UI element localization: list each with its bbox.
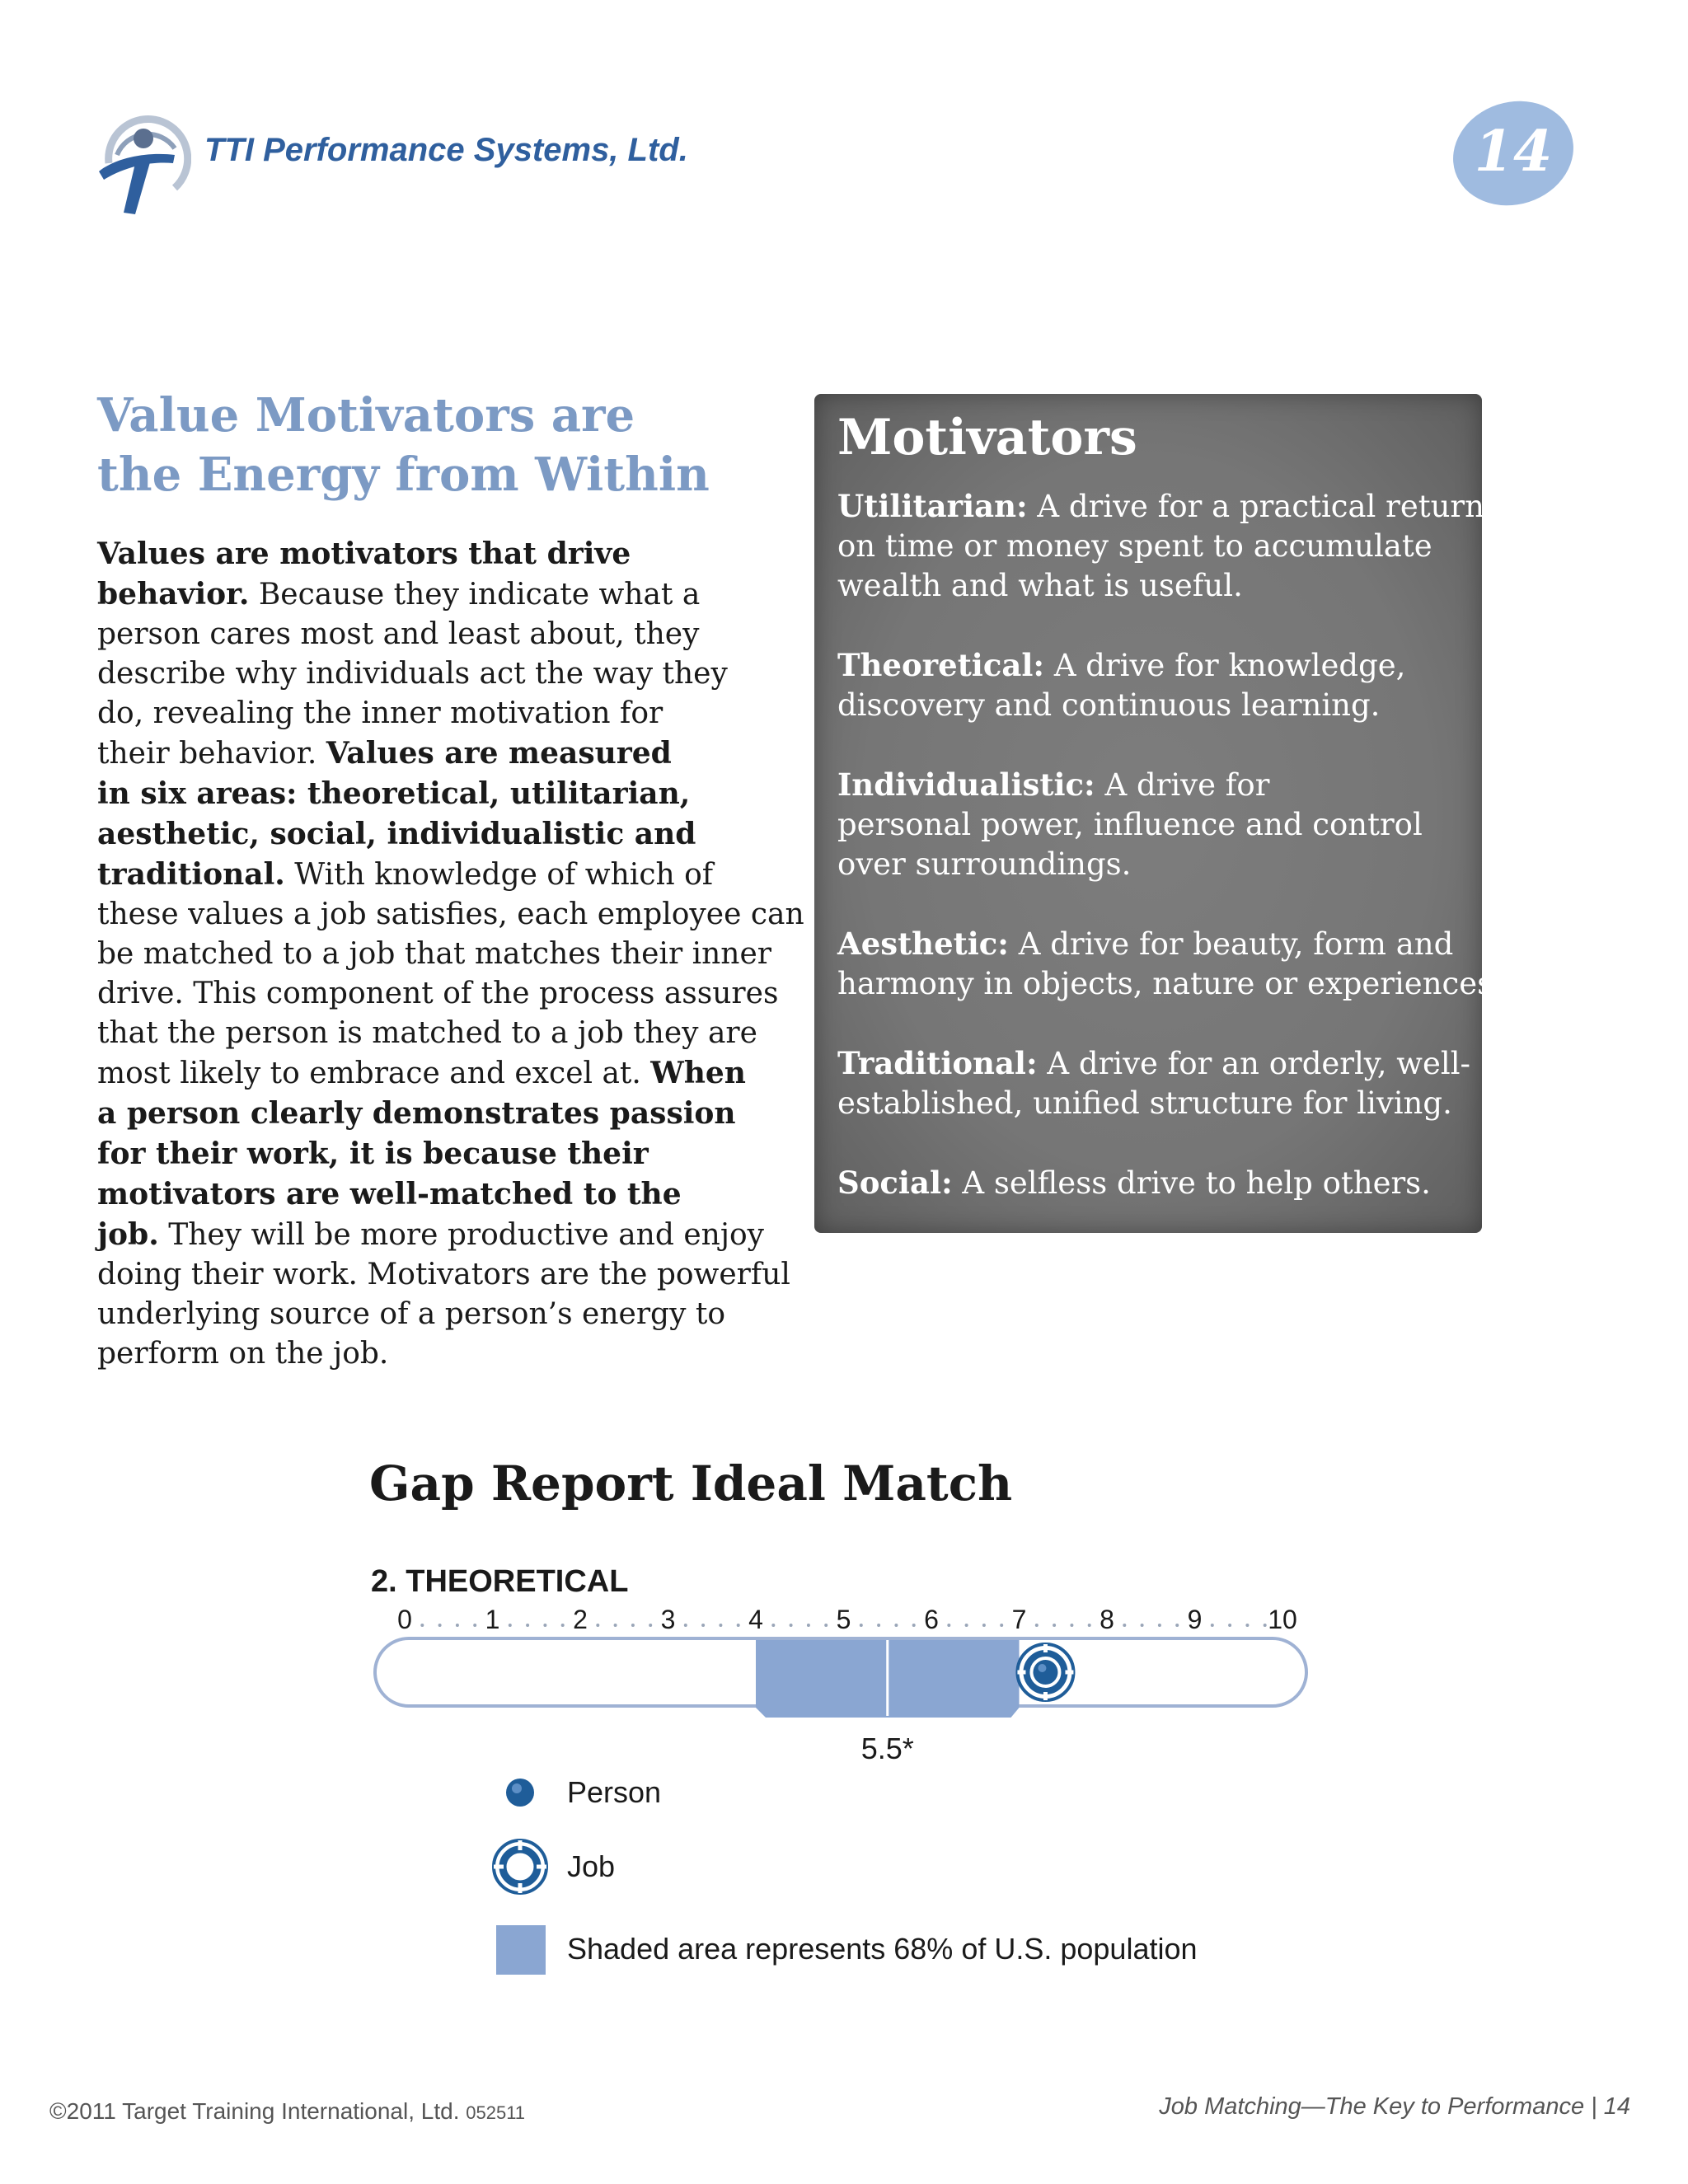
body-bold-text: aesthetic, social, individualistic and bbox=[97, 817, 696, 851]
tick-dot bbox=[701, 1624, 705, 1627]
body-line bbox=[97, 654, 814, 694]
motivators-panel bbox=[814, 394, 1503, 1233]
tick-dot bbox=[473, 1624, 476, 1627]
motivator-line bbox=[837, 686, 1464, 725]
motivator-line bbox=[837, 486, 1484, 527]
body-text: these values a job satisfies, each employee can bbox=[97, 898, 804, 931]
body-text: Because they indicate what a bbox=[249, 578, 701, 612]
body-line bbox=[97, 855, 814, 895]
motivator-description: A drive for an orderly, well- bbox=[1037, 1046, 1471, 1081]
motivator-term: Individualistic: bbox=[837, 766, 1095, 803]
tick-label: 1 bbox=[485, 1605, 500, 1634]
person-marker bbox=[1033, 1660, 1057, 1685]
tick-dot bbox=[894, 1624, 898, 1627]
body-bold-text: motivators are well-matched to the bbox=[97, 1177, 682, 1212]
body-line bbox=[97, 1134, 814, 1174]
motivator-description: discovery and continuous learning. bbox=[837, 687, 1381, 723]
body-bold-text: a person clearly demonstrates passion bbox=[97, 1096, 736, 1131]
motivator-description: A drive for beauty, form and bbox=[1008, 926, 1454, 962]
body-line bbox=[97, 814, 814, 855]
tick-dot bbox=[877, 1624, 880, 1627]
motivator-description: established, unified structure for living. bbox=[837, 1085, 1452, 1121]
tick-dot bbox=[631, 1624, 635, 1627]
body-text: be matched to a job that matches their inner bbox=[97, 937, 771, 971]
theoretical-scale-chart bbox=[363, 1599, 1319, 1788]
tick-dot bbox=[614, 1624, 617, 1627]
tick-label: 2 bbox=[573, 1605, 588, 1634]
body-text: their behavior. bbox=[97, 737, 326, 771]
page-number-badge bbox=[1449, 96, 1578, 211]
tick-dot bbox=[947, 1624, 950, 1627]
page-number: 14 bbox=[1474, 119, 1553, 185]
motivator-line bbox=[837, 1084, 1464, 1123]
tick-dot bbox=[684, 1624, 687, 1627]
motivator-line bbox=[837, 964, 1503, 1004]
company-name: TTI Performance Systems, Ltd. bbox=[204, 132, 688, 168]
body-text: underlying source of a person’s energy to bbox=[97, 1297, 725, 1331]
tick-dot bbox=[965, 1624, 968, 1627]
motivator-line bbox=[837, 566, 1464, 606]
section-title-line: the Energy from Within bbox=[97, 448, 710, 502]
article-body bbox=[97, 534, 814, 1374]
motivator-item bbox=[837, 765, 1464, 884]
motivator-description: harmony in objects, nature or experiences. bbox=[837, 966, 1503, 1001]
motivator-term: Traditional: bbox=[837, 1045, 1038, 1081]
tick-dot bbox=[1264, 1624, 1267, 1627]
footer-title: Job Matching—The Key to Performance | 14 bbox=[1159, 2093, 1630, 2120]
body-line bbox=[97, 1255, 814, 1295]
motivator-item bbox=[837, 1043, 1471, 1123]
tick-dot bbox=[1000, 1624, 1003, 1627]
copyright-text: ©2011 Target Training International, Ltd. bbox=[49, 2098, 460, 2124]
tick-dot bbox=[771, 1624, 775, 1627]
tick-dot bbox=[737, 1624, 740, 1627]
shade-swatch bbox=[496, 1925, 546, 1975]
motivator-item bbox=[837, 645, 1464, 725]
body-bold-text: Values are measured bbox=[326, 736, 672, 771]
gap-report-title: Gap Report Ideal Match bbox=[369, 1455, 1013, 1511]
body-line bbox=[97, 974, 814, 1014]
body-text: person cares most and least about, they bbox=[97, 617, 700, 651]
motivator-line bbox=[837, 805, 1464, 845]
motivator-term: Theoretical: bbox=[837, 647, 1045, 683]
tick-dot bbox=[420, 1624, 424, 1627]
footer-copyright bbox=[49, 2098, 525, 2125]
motivator-description: on time or money spent to accumulate bbox=[837, 528, 1432, 564]
tti-logo-icon bbox=[92, 105, 191, 221]
motivator-line bbox=[837, 527, 1464, 566]
document-code: 052511 bbox=[466, 2102, 526, 2123]
tick-dot bbox=[1228, 1624, 1231, 1627]
tick-dot bbox=[807, 1624, 810, 1627]
body-line bbox=[97, 615, 814, 654]
body-bold-text: behavior. bbox=[97, 577, 250, 612]
scale-title: 2. THEORETICAL bbox=[371, 1564, 629, 1599]
body-bold-text: job. bbox=[97, 1217, 159, 1252]
tick-dot bbox=[790, 1624, 793, 1627]
body-line bbox=[97, 935, 814, 974]
body-line bbox=[97, 1053, 814, 1094]
tick-dot bbox=[1245, 1624, 1249, 1627]
tick-label: 4 bbox=[748, 1605, 763, 1634]
body-text: do, revealing the inner motivation for bbox=[97, 696, 663, 730]
tick-dot bbox=[982, 1624, 986, 1627]
tick-dot bbox=[1175, 1624, 1179, 1627]
motivator-term: Aesthetic: bbox=[837, 926, 1009, 962]
tick-label: 5 bbox=[836, 1605, 851, 1634]
body-line bbox=[97, 733, 814, 774]
tick-label: 7 bbox=[1011, 1605, 1027, 1634]
tick-label: 9 bbox=[1187, 1605, 1203, 1634]
tick-label: 0 bbox=[397, 1605, 412, 1634]
body-line bbox=[97, 1014, 814, 1053]
body-line bbox=[97, 694, 814, 733]
motivator-line bbox=[837, 1163, 1464, 1203]
body-line bbox=[97, 574, 814, 615]
tick-dot bbox=[1123, 1624, 1126, 1627]
body-line bbox=[97, 1215, 814, 1255]
motivator-line bbox=[837, 924, 1464, 964]
tick-dot bbox=[526, 1624, 529, 1627]
legend-job-label: Job bbox=[567, 1849, 616, 1883]
body-bold-text: for their work, it is because their bbox=[97, 1137, 649, 1171]
tick-dot bbox=[509, 1624, 512, 1627]
body-text: describe why individuals act the way they bbox=[97, 657, 728, 691]
motivator-description: A drive for bbox=[1095, 767, 1270, 803]
motivator-line bbox=[837, 645, 1464, 686]
motivator-description: personal power, influence and control bbox=[837, 807, 1423, 842]
tick-dot bbox=[719, 1624, 722, 1627]
body-text: that the person is matched to a job they are bbox=[97, 1016, 757, 1050]
tick-dot bbox=[438, 1624, 442, 1627]
motivators-title: Motivators bbox=[837, 409, 1137, 466]
tick-dot bbox=[1088, 1624, 1091, 1627]
motivator-description: over surroundings. bbox=[837, 846, 1132, 882]
body-text: doing their work. Motivators are the powerful bbox=[97, 1258, 790, 1291]
tick-dot bbox=[1141, 1624, 1144, 1627]
tick-dot bbox=[912, 1624, 916, 1627]
tick-dot bbox=[456, 1624, 459, 1627]
legend-person-label: Person bbox=[567, 1775, 662, 1809]
tick-dot bbox=[1158, 1624, 1161, 1627]
tick-dot bbox=[561, 1624, 565, 1627]
body-text: most likely to embrace and excel at. bbox=[97, 1057, 651, 1090]
tick-dot bbox=[1035, 1624, 1039, 1627]
tick-dot bbox=[1211, 1624, 1214, 1627]
body-line bbox=[97, 534, 814, 574]
person-marker-highlight bbox=[1038, 1664, 1046, 1672]
mean-label: 5.5* bbox=[860, 1732, 914, 1765]
tick-label: 3 bbox=[660, 1605, 676, 1634]
body-bold-text: traditional. bbox=[97, 857, 285, 892]
tick-dot bbox=[824, 1624, 828, 1627]
motivator-item bbox=[837, 486, 1484, 606]
body-text: drive. This component of the process assures bbox=[97, 977, 779, 1010]
body-text: perform on the job. bbox=[97, 1337, 389, 1371]
body-line bbox=[97, 1334, 814, 1374]
motivator-line bbox=[837, 845, 1464, 884]
motivator-description: A selfless drive to help others. bbox=[952, 1165, 1431, 1201]
person-dot-icon bbox=[491, 1764, 549, 1821]
tick-dot bbox=[649, 1624, 652, 1627]
job-ring-icon bbox=[491, 1838, 549, 1896]
body-bold-text: Values are motivators that drive bbox=[97, 537, 631, 571]
tick-label: 8 bbox=[1100, 1605, 1114, 1634]
motivator-term: Social: bbox=[837, 1165, 953, 1201]
body-line bbox=[97, 1295, 814, 1334]
body-bold-text: in six areas: theoretical, utilitarian, bbox=[97, 776, 691, 811]
tick-dot bbox=[543, 1624, 546, 1627]
tick-label: 10 bbox=[1268, 1605, 1297, 1634]
motivators-list bbox=[837, 486, 1503, 1243]
body-text: They will be more productive and enjoy bbox=[158, 1218, 765, 1252]
tick-dot bbox=[1070, 1624, 1073, 1627]
tick-dot bbox=[1053, 1624, 1056, 1627]
motivator-description: wealth and what is useful. bbox=[837, 568, 1243, 603]
body-text: With knowledge of which of bbox=[284, 858, 714, 892]
motivator-item bbox=[837, 1163, 1464, 1203]
motivator-description: A drive for a practical return bbox=[1027, 489, 1484, 524]
body-bold-text: When bbox=[650, 1056, 746, 1090]
body-line bbox=[97, 1174, 814, 1215]
body-line bbox=[97, 895, 814, 935]
motivator-term: Utilitarian: bbox=[837, 488, 1028, 524]
section-title-line: Value Motivators are bbox=[97, 388, 635, 443]
body-line bbox=[97, 1094, 814, 1134]
motivator-line bbox=[837, 765, 1464, 805]
motivator-line bbox=[837, 1043, 1471, 1084]
tick-dot bbox=[596, 1624, 599, 1627]
legend-shaded-label: Shaded area represents 68% of U.S. population bbox=[567, 1932, 1198, 1966]
tick-dot bbox=[860, 1624, 863, 1627]
motivator-item bbox=[837, 924, 1503, 1004]
body-line bbox=[97, 774, 814, 814]
motivator-description: A drive for knowledge, bbox=[1044, 648, 1406, 683]
tick-label: 6 bbox=[924, 1605, 939, 1634]
section-title bbox=[97, 386, 790, 504]
